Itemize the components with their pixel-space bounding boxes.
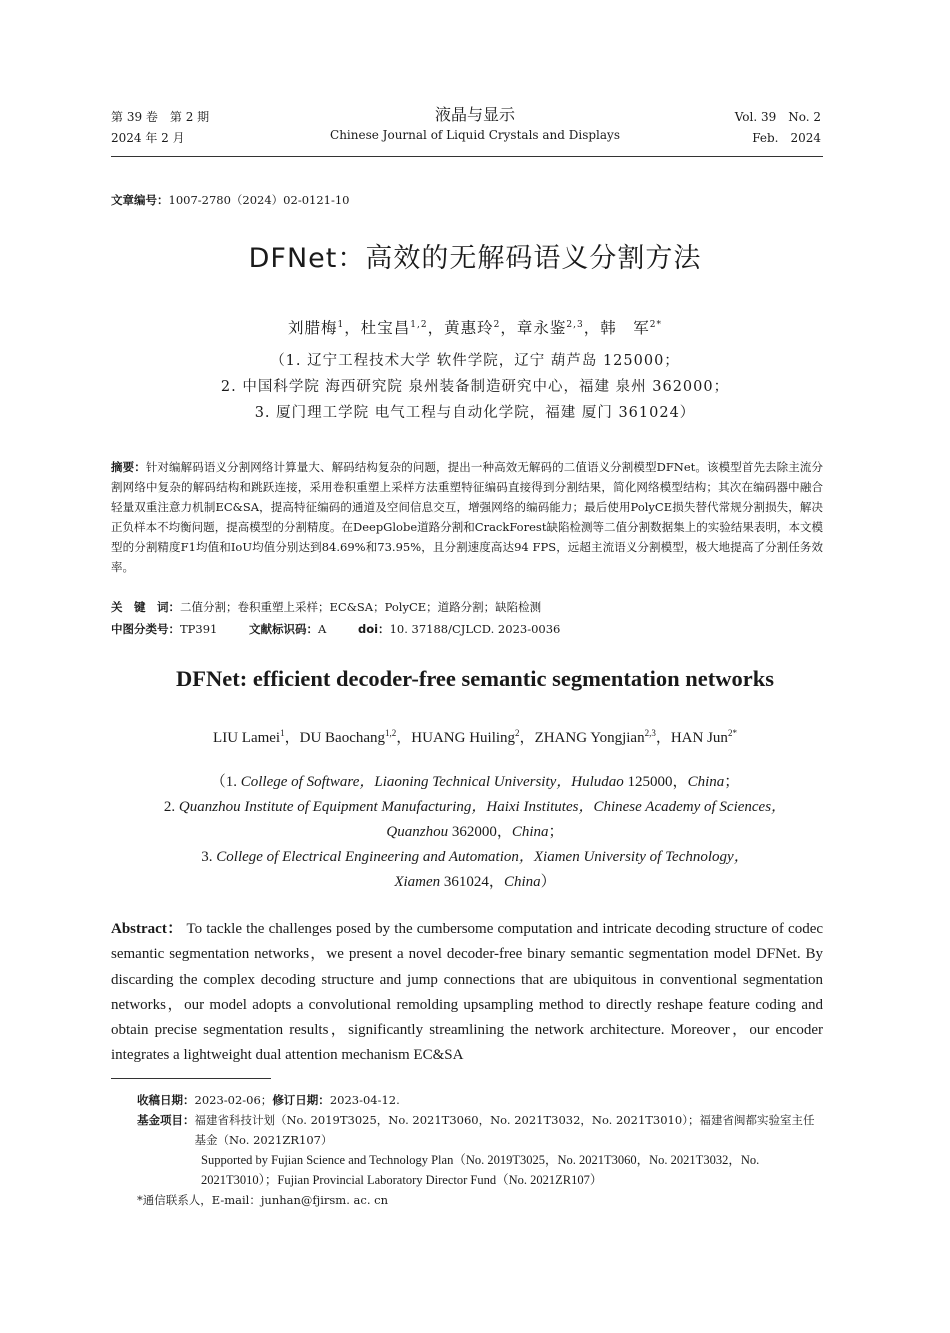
author-cn: 刘腊梅 [288,319,338,337]
affiliation-cn: 2. 中国科学院 海西研究院 泉州装备制造研究中心，福建 泉州 362000； [220,379,730,395]
publication-date: 2024 年 2 月 [111,131,185,145]
author-separator: ， [583,319,601,337]
publication-date-en: Feb. 2024 [752,131,821,145]
author-en: DU Baochang [299,730,386,746]
header-right [735,107,821,149]
author-cn: 韩 军 [600,319,650,337]
footnote-dates [137,1090,823,1110]
author-affil-sup: 1 [280,728,285,738]
affiliation-cn: （1. 辽宁工程技术大学 软件学院，辽宁 葫芦岛 125000； [270,353,680,369]
author-affil-sup: 2* [649,319,662,330]
received-value: 2023-02-06； [194,1093,273,1107]
footnote-divider [111,1078,271,1079]
author-affil-sup: 1,2 [385,728,397,738]
revised-value: 2023-04-12. [329,1093,400,1107]
abstract-en-label: Abstract： [111,921,183,937]
keywords-cn [111,597,823,617]
title-cn: DFNet：高效的无解码语义分割方法 [248,243,702,274]
author-separator: ， [284,730,300,746]
author-affil-sup: 2,3 [566,319,584,330]
author-en: ZHANG Yongjian [534,730,645,746]
journal-name-cn: 液晶与显示 [434,105,515,124]
fund-cn: 福建省科技计划（No. 2019T3025，No. 2021T3060，No. 2021T3032，No. 2021T3010）；福建省闽都实验室主任基金（No. 2021ZR107） [194,1113,815,1147]
abstract-en-text: To tackle the challenges posed by the cumbersome computation and intricate decoding structure of codec semantic segmentation networks，we present a novel decoder-free binary semantic segmentation model DFNet. By discarding the complex decoding structure and jump connections that are ubiquitous in conventional segmentation networks，our model adopts a convolutional remolding upsampling method to directly reshape feature coding and obtain precise segmentation results，significantly streamlining the network architecture. Moreover，our encoder integrates a lightweight dual attention mechanism EC&SA [111,921,824,1064]
author-en: HUANG Huiling [411,730,516,746]
article-number-value: 1007-2780（2024）02-0121-10 [168,193,350,207]
author-affil-sup: 1,2 [410,319,428,330]
affiliation-en: （1. College of Software，Liaoning Technical University，Huludao 125000，China； [210,774,740,790]
affiliation-en: Quanzhou 362000，China； [386,824,564,840]
title-en: DFNet: efficient decoder-free semantic segmentation networks [176,666,774,691]
doi-value[interactable]: 10. 37188/CJLCD. 2023-0036 [389,622,561,636]
author-separator: ， [500,319,517,337]
author-cn: 杜宝昌 [360,319,411,337]
author-cn: 章永鉴 [516,319,567,337]
author-separator: ， [655,730,671,746]
author-affil-sup: 2* [727,728,737,738]
author-en: HAN Jun [670,730,728,746]
article-number [111,192,350,208]
footnote-fund [137,1110,823,1150]
affiliation-en: 3. College of Electrical Engineering and Automation，Xiamen University of Technology， [201,849,749,865]
contact-note: *通信联系人，E-mail：junhan@fjirsm. ac. cn [137,1193,388,1207]
abstract-cn [111,457,823,577]
author-separator: ， [427,319,445,337]
header-divider [111,156,823,157]
author-separator: ， [344,319,361,337]
volume-issue-en: Vol. 39 No. 2 [734,110,821,124]
author-affil-sup: 2 [515,728,520,738]
affiliations-en [0,770,950,895]
fund-en: Supported by Fujian Science and Technology Plan（No. 2019T3025，No. 2021T3060，No. 2021T3032，No. 2021T3010）；Fujian Provincial Laboratory Director Fund（No. 2021ZR107） [201,1153,760,1187]
author-affil-sup: 2 [493,319,501,330]
author-cn: 黄惠玲 [444,319,494,337]
abstract-en [111,917,823,1069]
author-separator: ， [519,730,535,746]
journal-name-en: Chinese Journal of Liquid Crystals and Displays [330,128,620,142]
author-separator: ， [396,730,412,746]
authors-cn [0,316,950,338]
volume-issue: 第 39 卷 第 2 期 [111,110,210,124]
author-affil-sup: 1 [337,319,345,330]
revised-label: 修订日期： [272,1093,330,1107]
doc-code-label: 文献标识码： [249,622,319,636]
keywords-cn-label: 关 键 词： [111,600,180,614]
fund-label: 基金项目： [137,1113,195,1127]
affiliations-cn [0,348,950,426]
affiliation-cn: 3. 厦门理工学院 电气工程与自动化学院，福建 厦门 361024） [254,405,696,421]
abstract-cn-text: 针对编解码语义分割网络计算量大、解码结构复杂的问题，提出一种高效无解码的二值语义分割模型DFNet。该模型首先去除主流分割网络中复杂的解码结构和跳跃连接，采用卷积重塑上采样方法重塑特征编码直接得到分割结果，简化网络模型结构；其次在编码器中融合轻量双重注意力机制EC&SA，提高特征编码的通道及空间信息交互，增强网络的编码能力；最后使用PolyCE损失替代常规分割损失，解决正负样本不均衡问题，提高模型的分割精度。在DeepGlobe道路分割和CrackForest缺陷检测等二值分割数据集上的实验结果表明，本文模型的分割精度F1均值和IoU均值分别达到84.69%和73.95%，且分割速度高达94 FPS，远超主流语义分割模型，极大地提高了分割任务效率。 [111,460,823,574]
keywords-cn-text: 二值分割；卷积重塑上采样；EC&SA；PolyCE；道路分割；缺陷检测 [180,600,542,614]
author-affil-sup: 2,3 [644,728,656,738]
doi-label: doi： [357,622,390,636]
clc-label: 中图分类号： [111,622,180,636]
doc-code-value: A [318,622,327,636]
classification-line [111,619,823,639]
affiliation-en: 2. Quanzhou Institute of Equipment Manufacturing，Haixi Institutes，Chinese Academy of Sciences， [163,799,787,815]
received-label: 收稿日期： [137,1093,195,1107]
footnotes [137,1090,823,1210]
author-en: LIU Lamei [213,730,281,746]
article-number-label: 文章编号： [111,193,169,207]
abstract-cn-label: 摘要： [111,460,146,474]
affiliation-en: Xiamen 361024，China） [394,874,556,890]
clc-value: TP391 [180,622,218,636]
authors-en [0,726,950,747]
